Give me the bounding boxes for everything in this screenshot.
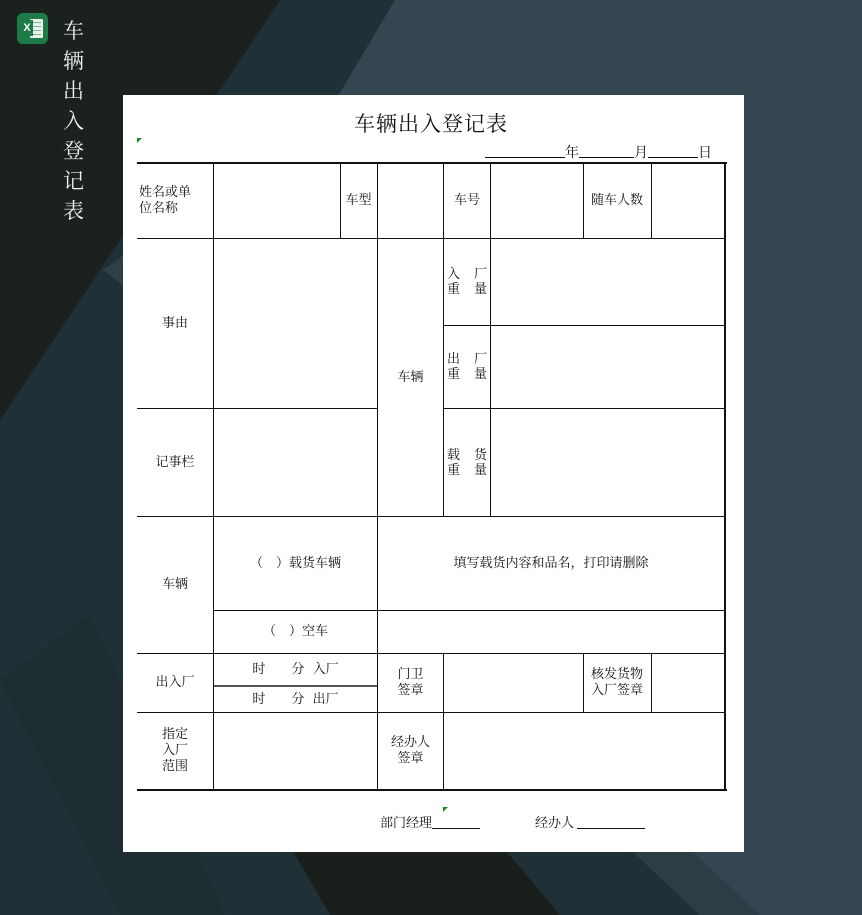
month-field[interactable] (579, 144, 634, 158)
out-weight-input[interactable] (491, 326, 724, 408)
reason-label: 事由 (161, 315, 188, 331)
manager-signature: 部门经理 (380, 812, 480, 831)
car-number-label: 车号 (453, 192, 480, 208)
scope-input[interactable] (214, 713, 377, 789)
document-title: 车辆出入登记表 (354, 112, 508, 136)
manager-signature-field[interactable] (432, 815, 480, 829)
year-field[interactable] (485, 144, 565, 158)
car-type-input[interactable] (378, 163, 443, 238)
scope-label: 指定 入厂 范围 (161, 727, 188, 774)
out-weight-label: 出 厂 重 量 (446, 352, 488, 382)
vehicle-type-label: 车辆 (161, 577, 188, 592)
time-out-field[interactable]: 时 分 出厂 (252, 691, 339, 707)
handler-signature: 经办人 (535, 812, 645, 831)
handler-sign-label: 经办人 签章 (390, 735, 430, 766)
time-in-field[interactable]: 时 分 入厂 (252, 661, 339, 677)
date-line: 年 月 日 (485, 142, 712, 162)
guard-sign-input[interactable] (444, 654, 583, 712)
cargo-description-input[interactable]: 填写载货内容和品名，打印请删除 (453, 555, 649, 571)
in-out-label: 出入厂 (155, 675, 195, 690)
handler-sign-input[interactable] (444, 713, 724, 789)
in-weight-label: 入 厂 重 量 (446, 267, 488, 297)
excel-icon: X (17, 13, 48, 44)
passengers-input[interactable] (652, 163, 724, 238)
cargo-weight-label: 载 货 重 量 (446, 447, 488, 478)
guard-sign-label: 门卫 签章 (397, 667, 424, 698)
loaded-vehicle-option[interactable]: （ ）载货车辆 (249, 555, 341, 571)
notes-input[interactable] (214, 409, 377, 516)
day-field[interactable] (648, 144, 698, 158)
in-weight-input[interactable] (491, 239, 724, 325)
car-type-label: 车型 (345, 192, 372, 208)
cargo-sign-label: 核发货物 入厂签章 (590, 667, 643, 698)
empty-vehicle-input[interactable] (378, 611, 724, 653)
passengers-label: 随车人数 (590, 192, 643, 208)
handler-signature-field[interactable] (577, 815, 645, 829)
comment-marker-icon (137, 138, 142, 143)
name-label: 姓名或单 位名称 (139, 184, 192, 216)
vehicle-label: 车辆 (397, 369, 424, 385)
notes-label: 记事栏 (155, 454, 195, 470)
name-input[interactable] (214, 163, 340, 238)
reason-input[interactable] (214, 239, 377, 408)
cargo-weight-input[interactable] (491, 409, 724, 516)
empty-vehicle-option[interactable]: （ ）空车 (262, 624, 328, 639)
car-number-input[interactable] (491, 163, 583, 238)
app-title: 车辆出入登记表 (63, 19, 85, 223)
cargo-sign-input[interactable] (652, 654, 724, 712)
